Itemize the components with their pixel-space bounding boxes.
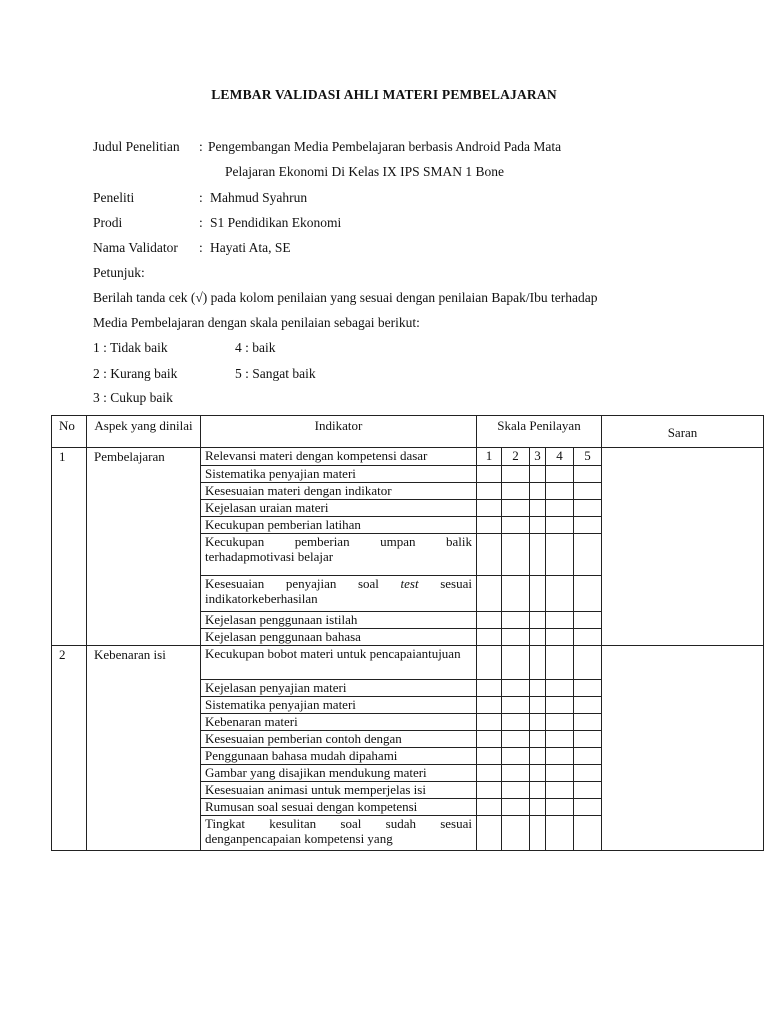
score-cell-3[interactable] <box>530 697 546 714</box>
prodi-value: S1 Pendidikan Ekonomi <box>210 215 342 230</box>
score-cell-4[interactable] <box>546 629 574 646</box>
score-cell-5[interactable] <box>574 576 602 612</box>
indicator-cell: Kecukupan bobot materi untuk pencapaiantujuan <box>201 646 477 680</box>
score-cell-1[interactable] <box>477 799 502 816</box>
prodi-colon: : <box>199 215 203 230</box>
score-cell-1[interactable] <box>477 629 502 646</box>
peneliti-label: Peneliti <box>93 190 135 205</box>
score-cell-2[interactable] <box>502 816 530 851</box>
score-cell-1[interactable] <box>477 782 502 799</box>
score-cell-1[interactable] <box>477 748 502 765</box>
score-cell-5[interactable] <box>574 517 602 534</box>
table-header-row <box>52 416 764 448</box>
score-cell-3[interactable] <box>530 816 546 851</box>
score-cell-3[interactable] <box>530 782 546 799</box>
score-cell-1[interactable] <box>477 466 502 483</box>
indicator-cell: Kebenaran materi <box>201 714 477 731</box>
score-cell-1[interactable] <box>477 483 502 500</box>
score-cell-2[interactable] <box>502 500 530 517</box>
scale-number-2[interactable]: 2 <box>502 448 530 466</box>
emphasis-text: test <box>400 576 419 591</box>
peneliti-colon: : <box>199 190 203 205</box>
instructions-line-2: Media Pembelajaran dengan skala penilaian sebagai berikut: <box>93 315 420 330</box>
score-cell-1[interactable] <box>477 612 502 629</box>
score-cell-1[interactable] <box>477 646 502 680</box>
score-cell-2[interactable] <box>502 466 530 483</box>
prodi-label: Prodi <box>93 215 123 230</box>
saran-cell[interactable] <box>602 646 764 851</box>
judul-value-line1: Pengembangan Media Pembelajaran berbasis Android Pada Mata <box>208 139 562 154</box>
scale-1: 1 : Tidak baik <box>93 340 168 355</box>
score-cell-3[interactable] <box>530 466 546 483</box>
score-cell-4[interactable] <box>546 500 574 517</box>
judul-label: Judul Penelitian <box>93 139 180 154</box>
indicator-cell: Kejelasan penyajian materi <box>201 680 477 697</box>
peneliti-value: Mahmud Syahrun <box>210 190 308 205</box>
score-cell-4[interactable] <box>546 697 574 714</box>
score-cell-4[interactable] <box>546 612 574 629</box>
score-cell-5[interactable] <box>574 697 602 714</box>
scale-number-1[interactable]: 1 <box>477 448 502 466</box>
indicator-cell: Relevansi materi dengan kompetensi dasar <box>201 448 477 466</box>
indicator-cell: Rumusan soal sesuai dengan kompetensi <box>201 799 477 816</box>
judul-colon: : <box>199 139 203 154</box>
score-cell-3[interactable] <box>530 731 546 748</box>
score-cell-2[interactable] <box>502 646 530 680</box>
score-cell-1[interactable] <box>477 680 502 697</box>
instructions-heading: Petunjuk: <box>93 265 145 280</box>
score-cell-4[interactable] <box>546 731 574 748</box>
header-indikator: Indikator <box>201 416 477 448</box>
header-skala: Skala Penilayan <box>477 416 602 448</box>
header-saran: Saran <box>602 416 764 448</box>
score-cell-5[interactable] <box>574 782 602 799</box>
score-cell-2[interactable] <box>502 748 530 765</box>
score-cell-4[interactable] <box>546 782 574 799</box>
table-body <box>52 448 764 851</box>
section-number: 2 <box>52 646 87 851</box>
indicator-cell: Kesesuaian materi dengan indikator <box>201 483 477 500</box>
indicator-cell: Kesesuaian animasi untuk memperjelas isi <box>201 782 477 799</box>
validator-label: Nama Validator <box>93 240 178 255</box>
score-cell-3[interactable] <box>530 500 546 517</box>
score-cell-5[interactable] <box>574 612 602 629</box>
score-cell-4[interactable] <box>546 466 574 483</box>
table-row <box>52 448 764 466</box>
score-cell-2[interactable] <box>502 534 530 576</box>
score-cell-1[interactable] <box>477 500 502 517</box>
score-cell-1[interactable] <box>477 534 502 576</box>
score-cell-5[interactable] <box>574 731 602 748</box>
indicator-cell: Sistematika penyajian materi <box>201 466 477 483</box>
score-cell-2[interactable] <box>502 576 530 612</box>
score-cell-1[interactable] <box>477 517 502 534</box>
header-aspek: Aspek yang dinilai <box>87 416 201 448</box>
document-title: LEMBAR VALIDASI AHLI MATERI PEMBELAJARAN <box>211 87 557 102</box>
score-cell-4[interactable] <box>546 765 574 782</box>
score-cell-2[interactable] <box>502 517 530 534</box>
score-cell-1[interactable] <box>477 765 502 782</box>
score-cell-2[interactable] <box>502 731 530 748</box>
section-number: 1 <box>52 448 87 646</box>
score-cell-3[interactable] <box>530 748 546 765</box>
score-cell-4[interactable] <box>546 517 574 534</box>
section-aspect: Pembelajaran <box>87 448 201 646</box>
score-cell-4[interactable] <box>546 483 574 500</box>
indicator-cell: Kejelasan penggunaan bahasa <box>201 629 477 646</box>
score-cell-5[interactable] <box>574 534 602 576</box>
indicator-cell: Sistematika penyajian materi <box>201 697 477 714</box>
indicator-cell: Kesesuaian penyajian soal test sesuai indikatorkeberhasilan <box>201 576 477 612</box>
scale-5: 5 : Sangat baik <box>235 366 316 381</box>
score-cell-5[interactable] <box>574 466 602 483</box>
indicator-cell: Kejelasan penggunaan istilah <box>201 612 477 629</box>
score-cell-1[interactable] <box>477 576 502 612</box>
score-cell-5[interactable] <box>574 500 602 517</box>
indicator-cell: Tingkat kesulitan soal sudah sesuai denganpencapaian kompetensi yang <box>201 816 477 851</box>
indicator-cell: Kecukupan pemberian latihan <box>201 517 477 534</box>
header-no: No <box>52 416 87 448</box>
score-cell-5[interactable] <box>574 680 602 697</box>
score-cell-2[interactable] <box>502 714 530 731</box>
score-cell-3[interactable] <box>530 646 546 680</box>
indicator-cell: Kecukupan pemberian umpan balik terhadapmotivasi belajar <box>201 534 477 576</box>
score-cell-4[interactable] <box>546 714 574 731</box>
table-row <box>52 646 764 680</box>
score-cell-2[interactable] <box>502 612 530 629</box>
score-cell-4[interactable] <box>546 748 574 765</box>
scale-number-3[interactable]: 3 <box>530 448 546 466</box>
score-cell-3[interactable] <box>530 517 546 534</box>
score-cell-2[interactable] <box>502 697 530 714</box>
score-cell-4[interactable] <box>546 646 574 680</box>
scale-2: 2 : Kurang baik <box>93 366 178 381</box>
score-cell-3[interactable] <box>530 576 546 612</box>
score-cell-3[interactable] <box>530 629 546 646</box>
score-cell-1[interactable] <box>477 816 502 851</box>
score-cell-3[interactable] <box>530 680 546 697</box>
indicator-cell: Kesesuaian pemberian contoh dengan <box>201 731 477 748</box>
score-cell-5[interactable] <box>574 483 602 500</box>
score-cell-3[interactable] <box>530 483 546 500</box>
score-cell-1[interactable] <box>477 714 502 731</box>
score-cell-1[interactable] <box>477 731 502 748</box>
score-cell-5[interactable] <box>574 646 602 680</box>
scale-4: 4 : baik <box>235 340 276 355</box>
validation-table <box>51 415 764 851</box>
judul-value-line2: Pelajaran Ekonomi Di Kelas IX IPS SMAN 1 Bone <box>225 164 504 179</box>
score-cell-1[interactable] <box>477 697 502 714</box>
score-cell-5[interactable] <box>574 799 602 816</box>
score-cell-5[interactable] <box>574 765 602 782</box>
score-cell-4[interactable] <box>546 680 574 697</box>
indicator-cell: Kejelasan uraian materi <box>201 500 477 517</box>
score-cell-3[interactable] <box>530 534 546 576</box>
score-cell-3[interactable] <box>530 612 546 629</box>
score-cell-3[interactable] <box>530 765 546 782</box>
indicator-cell: Gambar yang disajikan mendukung materi <box>201 765 477 782</box>
score-cell-4[interactable] <box>546 816 574 851</box>
score-cell-2[interactable] <box>502 629 530 646</box>
score-cell-3[interactable] <box>530 714 546 731</box>
scale-number-4[interactable]: 4 <box>546 448 574 466</box>
score-cell-5[interactable] <box>574 629 602 646</box>
section-aspect: Kebenaran isi <box>87 646 201 851</box>
score-cell-5[interactable] <box>574 714 602 731</box>
score-cell-4[interactable] <box>546 576 574 612</box>
scale-3: 3 : Cukup baik <box>93 390 173 405</box>
indicator-cell: Penggunaan bahasa mudah dipahami <box>201 748 477 765</box>
score-cell-3[interactable] <box>530 799 546 816</box>
score-cell-4[interactable] <box>546 534 574 576</box>
score-cell-2[interactable] <box>502 799 530 816</box>
validator-colon: : <box>199 240 203 255</box>
score-cell-5[interactable] <box>574 748 602 765</box>
instructions-line-1: Berilah tanda cek (√) pada kolom penilaian yang sesuai dengan penilaian Bapak/Ibu terhadap <box>93 290 598 305</box>
scale-number-5[interactable]: 5 <box>574 448 602 466</box>
validator-value: Hayati Ata, SE <box>210 240 291 255</box>
score-cell-4[interactable] <box>546 799 574 816</box>
score-cell-5[interactable] <box>574 816 602 851</box>
score-cell-2[interactable] <box>502 782 530 799</box>
score-cell-2[interactable] <box>502 483 530 500</box>
score-cell-2[interactable] <box>502 765 530 782</box>
score-cell-2[interactable] <box>502 680 530 697</box>
saran-cell[interactable] <box>602 448 764 646</box>
